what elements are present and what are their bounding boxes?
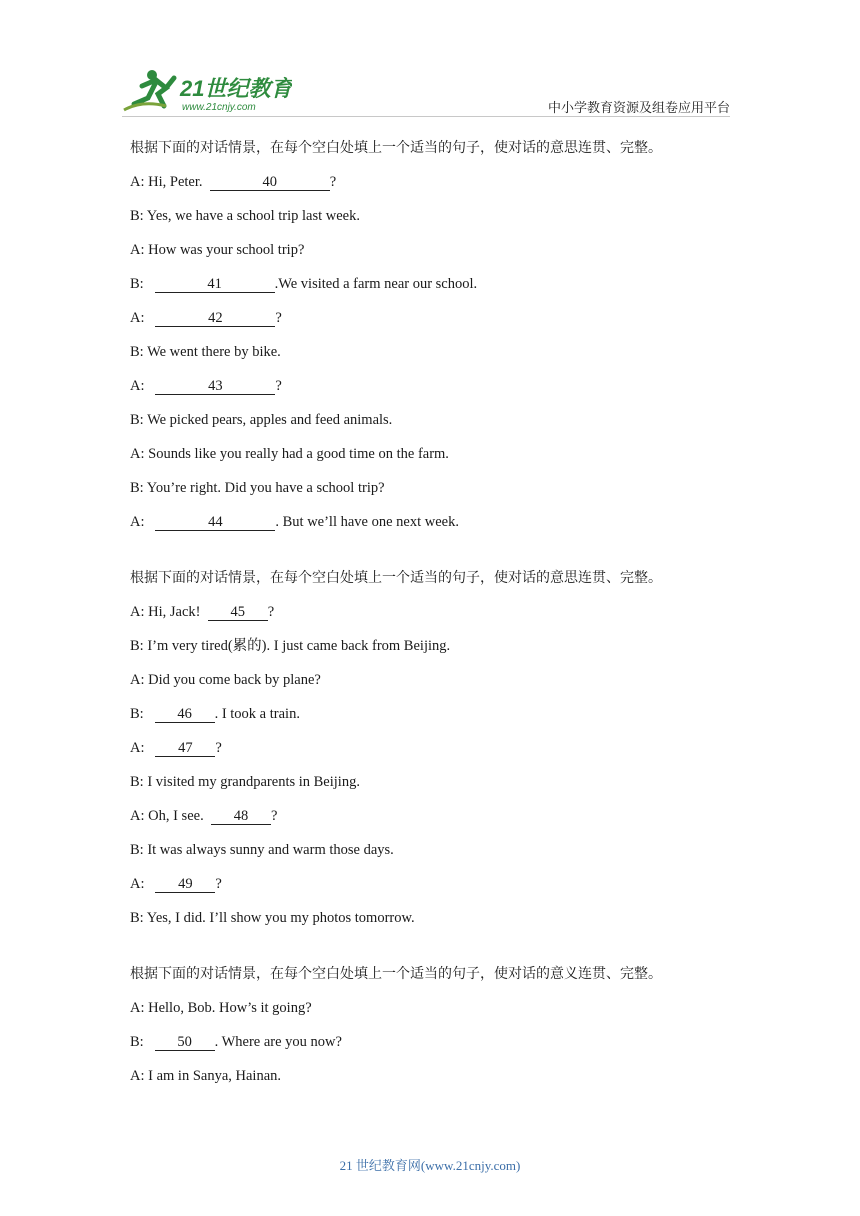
dialogue-line xyxy=(130,1066,730,1100)
dialogue-line xyxy=(130,602,730,636)
dialogue-line xyxy=(130,704,730,738)
line-text: We picked pears, apples and feed animals. xyxy=(147,412,393,428)
line-text: It was always sunny and warm those days. xyxy=(147,842,394,858)
line-text: You’re right. Did you have a school trip? xyxy=(146,480,385,496)
line-text: Did you come back by plane? xyxy=(148,672,321,688)
line-text: Hello, Bob. How’s it going? xyxy=(148,1000,312,1016)
speaker-label: B: xyxy=(130,276,144,292)
answer-blank[interactable]: 40 xyxy=(210,175,330,191)
answer-blank[interactable]: 42 xyxy=(155,311,275,327)
speaker-label: A: xyxy=(130,242,145,258)
line-text-before xyxy=(147,706,154,722)
speaker-label: A: xyxy=(130,174,145,190)
speaker-label: B: xyxy=(130,412,144,428)
speaker-label: B: xyxy=(130,910,144,926)
line-text: Yes, we have a school trip last week. xyxy=(146,208,360,224)
dialogue-line xyxy=(130,376,730,410)
line-text-after: ? xyxy=(215,876,222,892)
line-text-after: . But we’ll have one next week. xyxy=(275,514,459,530)
dialogue-line xyxy=(130,240,730,274)
line-text: I visited my grandparents in Beijing. xyxy=(147,774,360,790)
line-text: I’m very tired(累的). I just came back from Beijing. xyxy=(147,638,451,654)
dialogue-line xyxy=(130,1032,730,1066)
logo-url: www.21cnjy.com xyxy=(182,102,256,113)
logo-brand: 21世纪教育 xyxy=(180,76,292,101)
dialogue-line xyxy=(130,206,730,240)
dialogue-line xyxy=(130,478,730,512)
answer-blank[interactable]: 44 xyxy=(155,515,275,531)
answer-blank[interactable]: 50 xyxy=(155,1035,215,1051)
dialogue-line xyxy=(130,274,730,308)
logo xyxy=(122,66,292,116)
line-text-before xyxy=(148,310,155,326)
answer-blank[interactable]: 47 xyxy=(155,741,215,757)
line-text-after: ? xyxy=(275,378,282,394)
section-instruction: 根据下面的对话情景，在每个空白处填上一个适当的句子，使对话的意思连贯、完整。 xyxy=(130,570,662,586)
line-text-before xyxy=(148,378,155,394)
dialogue-line xyxy=(130,908,730,942)
speaker-label: A: xyxy=(130,1068,145,1084)
speaker-label: B: xyxy=(130,1034,144,1050)
line-text-before: Hi, Jack! xyxy=(148,604,208,620)
dialogue-line xyxy=(130,444,730,478)
dialogue-line xyxy=(130,636,730,670)
speaker-label: A: xyxy=(130,604,145,620)
line-text-after: . Where are you now? xyxy=(214,1034,342,1050)
answer-blank[interactable]: 41 xyxy=(155,277,275,293)
speaker-label: A: xyxy=(130,446,145,462)
speaker-label: A: xyxy=(130,378,145,394)
dialogue-section xyxy=(130,138,730,546)
dialogue-line xyxy=(130,342,730,376)
dialogue-line xyxy=(130,772,730,806)
answer-blank[interactable]: 48 xyxy=(211,809,271,825)
header-divider xyxy=(122,116,730,117)
dialogue-line xyxy=(130,874,730,908)
speaker-label: B: xyxy=(130,344,144,360)
section-instruction: 根据下面的对话情景，在每个空白处填上一个适当的句子，使对话的意义连贯、完整。 xyxy=(130,966,662,982)
line-text-after: ? xyxy=(215,740,222,756)
answer-blank[interactable]: 46 xyxy=(155,707,215,723)
line-text-after: ? xyxy=(270,808,278,824)
dialogue-line xyxy=(130,806,730,840)
page-footer: 21 世纪教育网(www.21cnjy.com) xyxy=(339,1158,521,1173)
line-text-after: .We visited a farm near our school. xyxy=(274,276,478,292)
line-text: Yes, I did. I’ll show you my photos tomorrow. xyxy=(146,910,415,926)
line-text: Sounds like you really had a good time on the farm. xyxy=(148,446,449,462)
speaker-label: A: xyxy=(130,808,145,824)
answer-blank[interactable]: 43 xyxy=(155,379,275,395)
answer-blank[interactable]: 49 xyxy=(155,877,215,893)
dialogue-line xyxy=(130,670,730,704)
exercise-content xyxy=(130,138,730,1100)
line-text-before xyxy=(147,276,154,292)
platform-title: 中小学教育资源及组卷应用平台 xyxy=(547,101,730,116)
line-text-after: ? xyxy=(329,174,337,190)
line-text-before: Oh, I see. xyxy=(148,808,211,824)
dialogue-line xyxy=(130,738,730,772)
dialogue-line xyxy=(130,840,730,874)
line-text: I am in Sanya, Hainan. xyxy=(148,1068,282,1084)
line-text-before: Hi, Peter. xyxy=(148,174,210,190)
speaker-label: B: xyxy=(130,480,144,496)
speaker-label: B: xyxy=(130,706,144,722)
page-header xyxy=(0,0,860,120)
speaker-label: A: xyxy=(130,876,145,892)
dialogue-line xyxy=(130,998,730,1032)
speaker-label: B: xyxy=(130,208,144,224)
dialogue-section xyxy=(130,964,730,1100)
speaker-label: B: xyxy=(130,842,144,858)
dialogue-line xyxy=(130,172,730,206)
line-text: We went there by bike. xyxy=(147,344,281,360)
line-text-after: ? xyxy=(267,604,275,620)
speaker-label: A: xyxy=(130,310,145,326)
dialogue-line xyxy=(130,308,730,342)
speaker-label: B: xyxy=(130,638,144,654)
line-text-before xyxy=(147,1034,154,1050)
speaker-label: A: xyxy=(130,672,145,688)
speaker-label: A: xyxy=(130,514,145,530)
line-text-before xyxy=(148,876,155,892)
section-instruction: 根据下面的对话情景，在每个空白处填上一个适当的句子，使对话的意思连贯、完整。 xyxy=(130,140,662,156)
line-text-before xyxy=(148,740,155,756)
answer-blank[interactable]: 45 xyxy=(208,605,268,621)
line-text-before xyxy=(148,514,155,530)
logo-runner-icon xyxy=(134,78,174,106)
speaker-label: A: xyxy=(130,740,145,756)
line-text: How was your school trip? xyxy=(148,242,305,258)
speaker-label: A: xyxy=(130,1000,145,1016)
dialogue-line xyxy=(130,512,730,546)
dialogue-section xyxy=(130,568,730,942)
line-text-after: . I took a train. xyxy=(214,706,300,722)
logo-swoosh xyxy=(124,104,166,110)
line-text-after: ? xyxy=(275,310,282,326)
speaker-label: B: xyxy=(130,774,144,790)
dialogue-line xyxy=(130,410,730,444)
